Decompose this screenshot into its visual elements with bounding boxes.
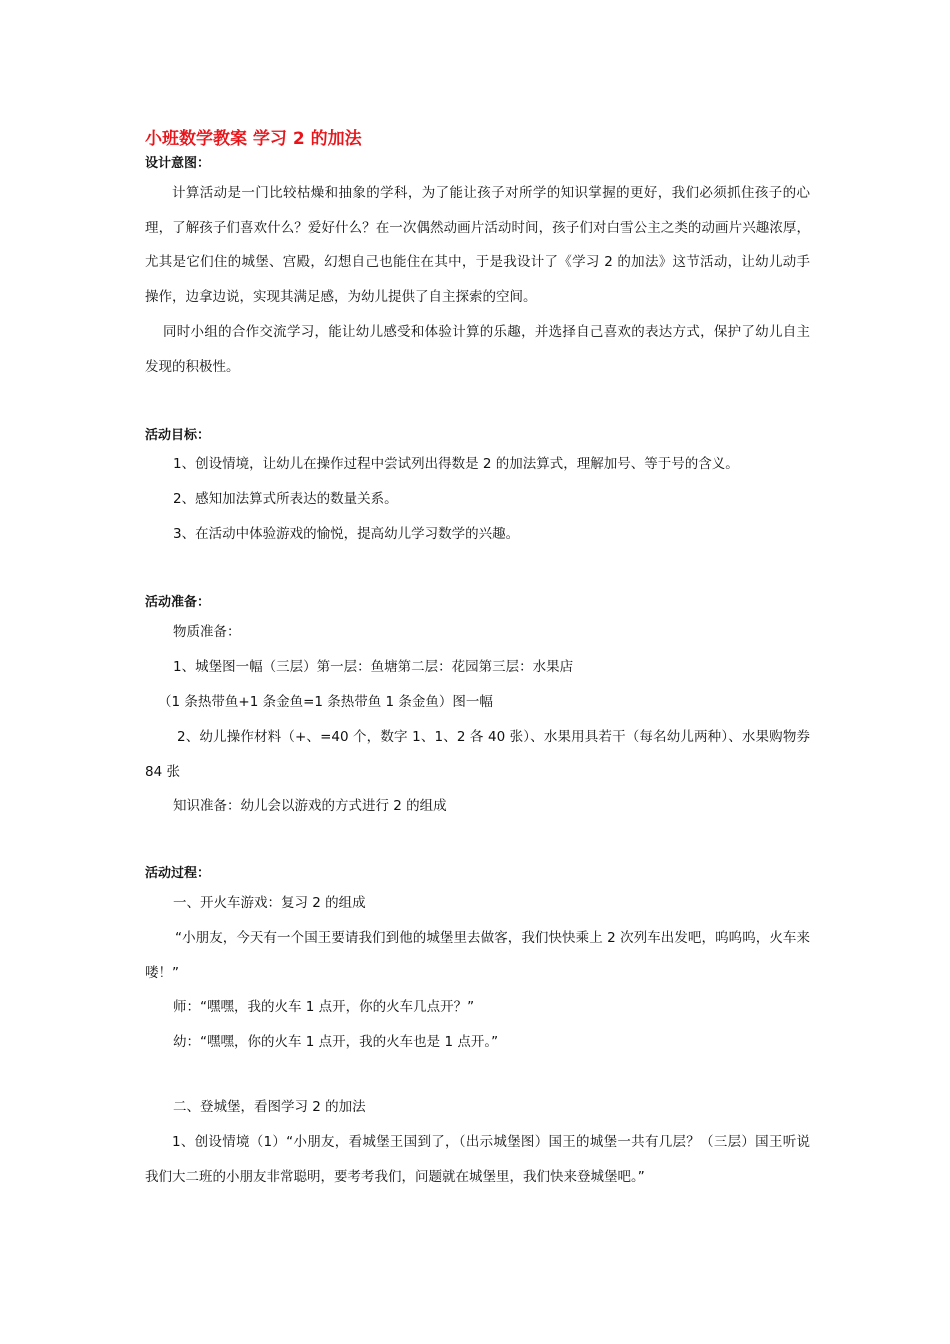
heading-activity-preparation: 活动准备： <box>145 595 211 610</box>
goal-item-2: 2、感知加法算式所表达的数量关系。 <box>173 491 398 507</box>
paragraph-design-intent-2: 同时小组的合作交流学习，能让幼儿感受和体验计算的乐趣，并选择自己喜欢的表达方式，保护了幼儿自主发现的积极性。 <box>145 324 810 375</box>
process-step-1: 一、开火车游戏：复习 2 的组成 <box>173 895 366 911</box>
knowledge-preparation: 知识准备：幼儿会以游戏的方式进行 2 的组成 <box>173 798 447 814</box>
process-step-2: 二、登城堡，看图学习 2 的加法 <box>173 1099 366 1115</box>
paragraph-design-intent-1: 计算活动是一门比较枯燥和抽象的学科，为了能让孩子对所学的知识掌握的更好，我们必须抓住孩子的心理，了解孩子们喜欢什么？爱好什么？在一次偶然动画片活动时间，孩子们对白雪公主之类的动画片兴趣浓厚，尤其是它们住的城堡、宫殿，幻想自己也能住在其中，于是我设计了《学习 2 的加法》这节活动，让幼儿动手操作，边拿边说，实现其满足感，为幼儿提供了自主探索的空间。 <box>145 185 810 305</box>
preparation-item-1-note: （1 条热带鱼+1 条金鱼=1 条热带鱼 1 条金鱼）图一幅 <box>158 694 493 710</box>
preparation-item-2: 2、幼儿操作材料（+、=40 个，数字 1、1、2 各 40 张）、水果用具若干（每名幼儿两种）、水果购物券 84 张 <box>145 729 810 780</box>
preparation-item-1: 1、城堡图一幅（三层）第一层：鱼塘第二层：花园第三层：水果店 <box>173 659 574 675</box>
goal-item-1: 1、创设情境，让幼儿在操作过程中尝试列出得数是 2 的加法算式，理解加号、等于号的含义。 <box>173 456 739 472</box>
dialogue-child: 幼：“嘿嘿，你的火车 1 点开，我的火车也是 1 点开。” <box>173 1034 499 1050</box>
material-preparation-label: 物质准备： <box>173 624 241 640</box>
process-quote-1: “小朋友，今天有一个国王要请我们到他的城堡里去做客，我们快快乘上 2 次列车出发吧，呜呜呜，火车来喽！” <box>145 930 810 981</box>
dialogue-teacher: 师：“嘿嘿，我的火车 1 点开，你的火车几点开？” <box>173 999 475 1015</box>
process-step-2-item-1: 1、创设情境（1）“小朋友，看城堡王国到了，（出示城堡图）国王的城堡一共有几层？（三层）国王听说我们大二班的小朋友非常聪明，要考考我们，问题就在城堡里，我们快来登城堡吧。” <box>145 1134 810 1185</box>
heading-design-intent: 设计意图： <box>145 156 211 171</box>
document-title: 小班数学教案 学习 2 的加法 <box>145 129 362 149</box>
heading-activity-goals: 活动目标： <box>145 428 211 443</box>
goal-item-3: 3、在活动中体验游戏的愉悦，提高幼儿学习数学的兴趣。 <box>173 526 520 542</box>
heading-activity-process: 活动过程： <box>145 866 211 881</box>
